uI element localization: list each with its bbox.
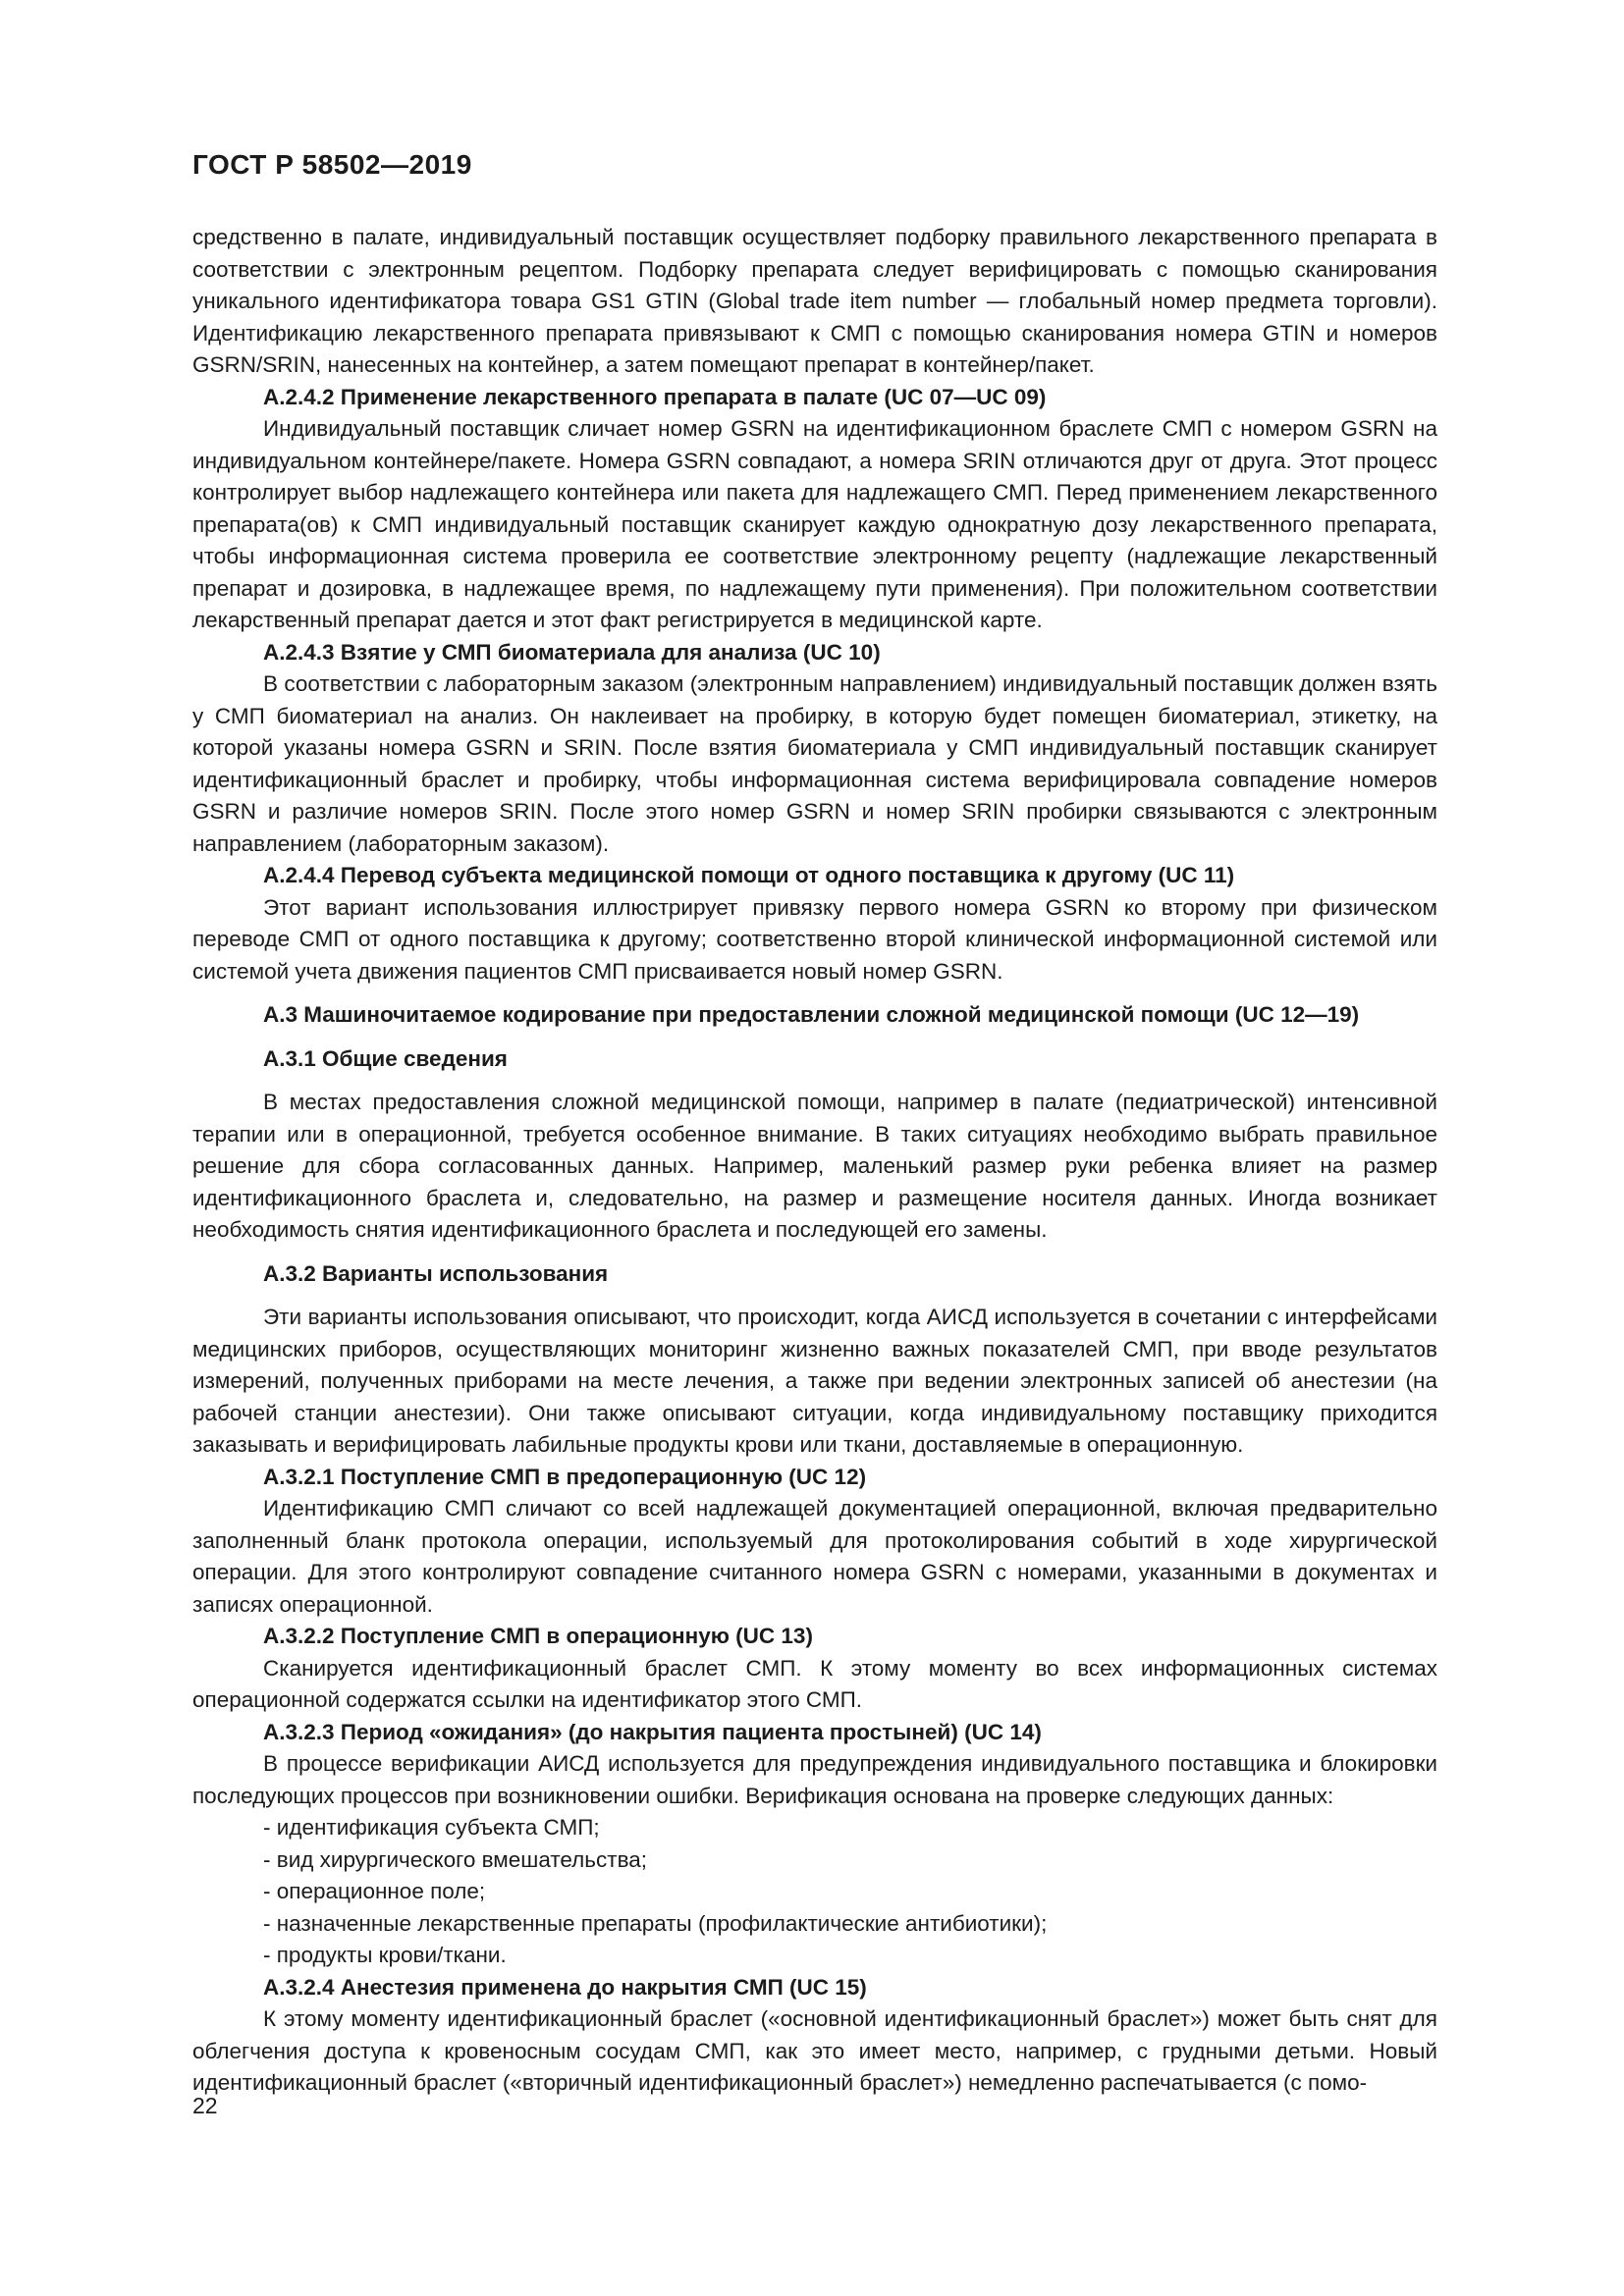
paragraph-a-3-2-2: Сканируется идентификационный браслет СМП. К этому моменту во всех информационных системах операционной содержатся ссылки на идентификатор этого СМП. [192,1655,1437,1712]
document-body [192,222,1437,2100]
verification-list [192,1812,1437,1972]
intro-paragraph: средственно в палате, индивидуальный поставщик осуществляет подборку правильного лекарственного препарата в соответствии с электронным рецептом. Подборку препарата следует верифицировать с помощью сканирования уникального идентификатора товара GS1 GTIN (Global trade item number — глобальный номер предмета торговли). Идентификацию лекарственного препарата привязывают к СМП с помощью сканирования номера GTIN и номеров GSRN/SRIN, нанесенных на контейнер, а затем помещают препарат в контейнер/пакет. [192,225,1437,377]
heading-a-3-2-4: А.3.2.4 Анестезия применена до накрытия СМП (UC 15) [263,1974,867,2000]
paragraph-a-3-2-4: К этому моменту идентификационный браслет («основной идентификационный браслет») может быть снят для облегчения доступа к кровеносным сосудам СМП, как это имеет место, например, с грудными детьми. Новый идентификационный браслет («вторичный идентификационный браслет») немедленно распечатывается (с помо- [192,2006,1437,2095]
heading-a-3-2: А.3.2 Варианты использования [263,1260,609,1286]
heading-a-2-4-2: А.2.4.2 Применение лекарственного препарата в палате (UC 07—UC 09) [263,384,1047,409]
list-item: - вид хирургического вмешательства; [263,1844,1437,1877]
paragraph-a-3-2-1: Идентификацию СМП сличают со всей надлежащей документацией операционной, включая предварительно заполненный бланк протокола операции, используемый для протоколирования событий в ходе хирургической операции. Для этого контролируют совпадение считанного номера GSRN с номерами, указанными в документах и записях операционной. [192,1496,1437,1617]
paragraph-a-3-2: Эти варианты использования описывают, что происходит, когда АИСД используется в сочетании с интерфейсами медицинских приборов, осуществляющих мониторинг жизненно важных показателей СМП, при вводе результатов измерений, полученных приборами на месте лечения, а также при ведении электронных записей об анестезии (на рабочей станции анестезии). Они также описывают ситуации, когда индивидуальному поставщику приходится заказывать и верифицировать лабильные продукты крови или ткани, доставляемые в операционную. [192,1305,1437,1457]
heading-a-3-1: А.3.1 Общие сведения [263,1045,508,1071]
heading-a-3-2-3: А.3.2.3 Период «ожидания» (до накрытия пациента простыней) (UC 14) [263,1719,1042,1744]
page-number: 22 [192,2093,218,2118]
heading-a-3: А.3 Машиночитаемое кодирование при предоставлении сложной медицинской помощи (UC 12—19) [263,1002,1360,1027]
paragraph-a-3-2-3: В процессе верификации АИСД используется для предупреждения индивидуального поставщика и блокировки последующих процессов при возникновении ошибки. Верификация основана на проверке следующих данных: [192,1751,1437,1808]
paragraph-a-2-4-3: В соответствии с лабораторным заказом (электронным направлением) индивидуальный поставщик должен взять у СМП биоматериал на анализ. Он наклеивает на пробирку, в которую будет помещен биоматериал, этикетку, на которой указаны номера GSRN и SRIN. После взятия биоматериала у СМП индивидуальный поставщик сканирует идентификационный браслет и пробирку, чтобы информационная система верифицировала совпадение номеров GSRN и различие номеров SRIN. После этого номер GSRN и номер SRIN пробирки связываются с электронным направлением (лабораторным заказом). [192,671,1437,856]
document-header: ГОСТ Р 58502—2019 [192,149,472,180]
list-item: - операционное поле; [263,1876,1437,1908]
heading-a-2-4-3: А.2.4.3 Взятие у СМП биоматериала для анализа (UC 10) [263,639,881,665]
paragraph-a-2-4-2: Индивидуальный поставщик сличает номер GSRN на идентификационном браслете СМП с номером GSRN на индивидуальном контейнере/пакете. Номера GSRN совпадают, а номера SRIN отличаются друг от друга. Этот процесс контролирует выбор надлежащего контейнера или пакета для надлежащего СМП. Перед применением лекарственного препарата(ов) к СМП индивидуальный поставщик сканирует каждую однократную дозу лекарственного препарата, чтобы информационная система проверила ее соответствие электронному рецепту (надлежащие лекарственный препарат и дозировка, в надлежащее время, по надлежащему пути применения). При положительном соответствии лекарственный препарат дается и этот факт регистрируется в медицинской карте. [192,416,1437,632]
paragraph-a-3-1: В местах предоставления сложной медицинской помощи, например в палате (педиатрической) интенсивной терапии или в операционной, требуется особенное внимание. В таких ситуациях необходимо выбрать правильное решение для сбора согласованных данных. Например, маленький размер руки ребенка влияет на размер идентификационного браслета и, следовательно, на размер и размещение носителя данных. Иногда возникает необходимость снятия идентификационного браслета и последующей его замены. [192,1090,1437,1242]
list-item: - идентификация субъекта СМП; [263,1812,1437,1844]
heading-a-2-4-4: А.2.4.4 Перевод субъекта медицинской помощи от одного поставщика к другому (UC 11) [263,863,1235,887]
list-item: - назначенные лекарственные препараты (профилактические антибиотики); [263,1908,1437,1941]
heading-a-3-2-1: А.3.2.1 Поступление СМП в предоперационную (UC 12) [263,1464,867,1489]
heading-a-3-2-2: А.3.2.2 Поступление СМП в операционную (UC 13) [263,1624,813,1648]
paragraph-a-2-4-4: Этот вариант использования иллюстрирует привязку первого номера GSRN ко второму при физическом переводе СМП от одного поставщика к другому; соответственно второй клинической информационной системой или системой учета движения пациентов СМП присваивается новый номер GSRN. [192,894,1437,984]
list-item: - продукты крови/ткани. [263,1940,1437,1972]
